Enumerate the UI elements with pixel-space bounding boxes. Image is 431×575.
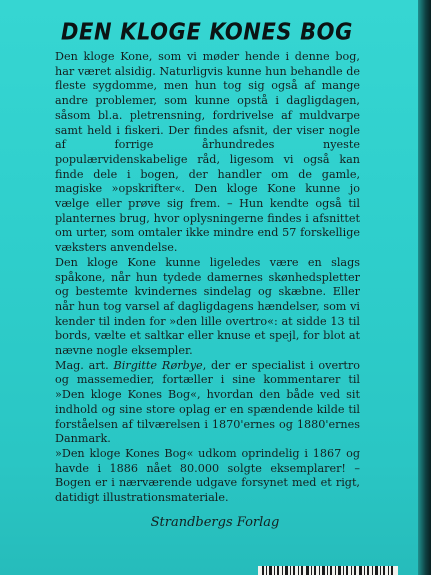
- blurb-paragraph-2: [55, 256, 360, 359]
- blurb-text-run: Mag. art.: [55, 358, 114, 372]
- book-title: DEN KLOGE KONES BOG: [61, 18, 353, 45]
- barcode-bar: [364, 566, 365, 575]
- barcode-bar: [380, 566, 381, 575]
- author-name: Birgitte Rørbye: [113, 358, 203, 372]
- blurb-text-run: »Den kloge Kones Bog« udkom oprindelig i 1867 og havde i 1886 nået 80.000 solgte eksemplarer! – Bogen er i nærværende udgave forsynet med et rigt, datidigt illustrationsmateriale.: [55, 446, 360, 505]
- blurb-text: [55, 50, 360, 506]
- barcode-bar: [285, 566, 288, 575]
- barcode-bar: [314, 566, 316, 575]
- barcode-bar: [277, 566, 279, 575]
- blurb-paragraph-3: [55, 359, 360, 447]
- barcode-bar: [359, 566, 362, 575]
- blurb-text-run: Den kloge Kone, som vi møder hende i denne bog, har været alsidig. Naturligvis kunne hun behandle de fleste sygdomme, men hun tog sig også af mange andre problemer, som kunne opstå i dagligdagen, såsom bl.a. pletrensning, fordrivelse af muldvarpe samt held i fiskeri. Der findes afsnit, der viser nogle af forrige århundredes nyeste populærvidenskabelige råd, ligesom vi også kan finde dele i bogen, der handler om de gamle, magiske »opskrifter«. Den kloge Kone kunne jo vælge eller prøve sig frem. – Hun kendte også til planternes brug, hvor oplysningerne findes i afsnittet om urter, som omtaler ikke mindre end 57 forskellige væksters anvendelse.: [55, 50, 360, 255]
- barcode-bar: [375, 566, 378, 575]
- blurb-text-run: Den kloge Kone kunne ligeledes være en slags spåkone, når hun tydede damernes skønhedspletter og bestemte kvindernes sindelag og skæbne. Eller når hun tog varsel af dagligdagens hændelser, som vi kender til inden for »den lille overtro«: at sidde 13 til bords, vælte et saltkar eller knuse et spejl, for blot at nævne nogle eksempler.: [55, 255, 360, 358]
- barcode-sticker: [258, 566, 398, 575]
- barcode-bar: [301, 566, 303, 575]
- barcode-bar: [388, 566, 389, 575]
- barcode-bar: [343, 566, 344, 575]
- blurb-paragraph-4: [55, 447, 360, 506]
- barcode-bar: [306, 566, 309, 575]
- barcode-bar: [319, 566, 320, 575]
- barcode-bar: [346, 566, 348, 575]
- barcode-bar: [351, 566, 352, 575]
- barcode-bar: [266, 566, 267, 575]
- book-spine-edge: [418, 0, 431, 575]
- barcode-bar: [290, 566, 291, 575]
- barcode-bar: [383, 566, 385, 575]
- barcode-bar: [262, 566, 264, 575]
- barcode-bar: [282, 566, 283, 575]
- barcode-bar: [274, 566, 275, 575]
- barcode-bar: [391, 566, 393, 575]
- barcode-bar: [322, 566, 325, 575]
- barcode-bar: [354, 566, 356, 575]
- blurb-paragraph-1: [55, 50, 360, 256]
- barcode-bar: [338, 566, 341, 575]
- barcode-bar: [327, 566, 328, 575]
- barcode-bar: [293, 566, 295, 575]
- barcode-bar: [311, 566, 312, 575]
- barcode-bar: [330, 566, 332, 575]
- barcode-bar: [367, 566, 369, 575]
- publisher-name: Strandbergs Forlag: [150, 515, 280, 530]
- barcode-bar: [372, 566, 373, 575]
- barcode-bar: [298, 566, 299, 575]
- barcode-bar: [335, 566, 336, 575]
- barcode-bar: [269, 566, 272, 575]
- blurb-text-run: , der er specialist i overtro og massemedier, fortæller i sine kommentarer til »Den kloge Kones Bog«, hvordan den både ved sit indhold og sine store oplag er en spændende kilde til forståelsen af tilværelsen i 1870'ernes og 1880'ernes Danmark.: [55, 358, 361, 446]
